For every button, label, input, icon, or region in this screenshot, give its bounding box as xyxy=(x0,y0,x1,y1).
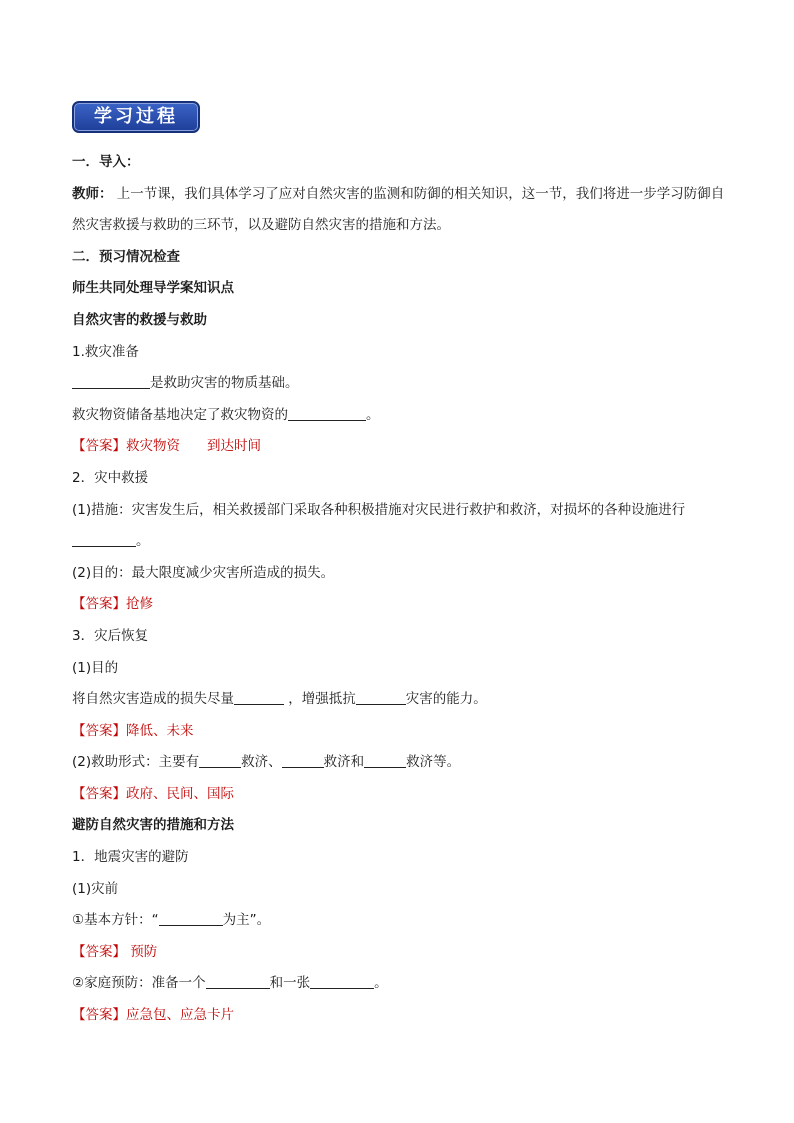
quake-sub-1: (1)灾前 xyxy=(72,880,119,897)
question-text: (2)救助形式：主要有 xyxy=(72,754,200,771)
question-text: ②家庭预防：准备一个 xyxy=(72,975,206,992)
item-2-question-2: (2)目的：最大限度减少灾害所造成的损失。 xyxy=(72,564,335,581)
question-text: 救济等。 xyxy=(406,754,461,771)
fill-blank[interactable] xyxy=(206,974,270,989)
rescue-heading: 自然灾害的救援与救助 xyxy=(72,311,207,328)
item-1-question-2 xyxy=(72,400,732,432)
question-text: ①基本方针：“ xyxy=(72,912,159,929)
question-text: 救济和 xyxy=(323,754,365,771)
question-text: 将自然灾害造成的损失尽量 xyxy=(72,691,234,708)
item-3-sub-1: (1)目的 xyxy=(72,659,119,676)
question-text: 和一张 xyxy=(269,975,311,992)
fill-blank[interactable] xyxy=(364,753,406,768)
answer-2: 【答案】抢修 xyxy=(72,596,153,613)
fill-blank[interactable] xyxy=(288,406,366,421)
teacher-text: 上一节课，我们具体学习了应对自然灾害的监测和防御的相关知识，这一节，我们将进一步学习防御自然灾害救援与救助的三环节，以及避防自然灾害的措施和方法。 xyxy=(72,185,725,234)
item-3-title: 3．灾后恢复 xyxy=(72,627,149,644)
question-text: 。 xyxy=(136,533,150,550)
section-banner: 学习过程 xyxy=(72,101,200,133)
avoidance-heading: 避防自然灾害的措施和方法 xyxy=(72,817,234,834)
answer-3a: 【答案】降低、未来 xyxy=(72,722,194,739)
fill-blank[interactable] xyxy=(234,690,284,705)
question-text: (1)措施：灾害发生后，相关救援部门采取各种积极措施对灾民进行救护和救济，对损坏的各种设施进行 xyxy=(72,501,686,518)
section-intro-heading: 一．导入： xyxy=(72,154,140,170)
item-1-title: 1.救灾准备 xyxy=(72,343,139,360)
item-2-question-1 xyxy=(72,495,732,558)
answer-1: 【答案】救灾物资 到达时间 xyxy=(72,438,261,455)
quake-title: 1．地震灾害的避防 xyxy=(72,849,189,866)
item-3-question-1 xyxy=(72,684,732,716)
section-preview-heading: 二．预习情况检查 xyxy=(72,248,180,265)
question-text: 为主”。 xyxy=(222,912,271,929)
fill-blank[interactable] xyxy=(72,374,150,389)
question-text: 救济、 xyxy=(241,754,282,771)
teacher-paragraph xyxy=(72,179,732,242)
fill-blank[interactable] xyxy=(72,532,136,547)
answer-3b: 【答案】政府、民间、国际 xyxy=(72,785,234,802)
question-text: 。 xyxy=(374,975,388,992)
question-text: 救灾物资储备基地决定了救灾物资的 xyxy=(72,406,288,423)
question-text: ，增强抵抗 xyxy=(284,691,356,708)
fill-blank[interactable] xyxy=(159,911,223,926)
fill-blank[interactable] xyxy=(282,753,324,768)
answer-5: 【答案】应急包、应急卡片 xyxy=(72,1007,234,1024)
knowledge-heading: 师生共同处理导学案知识点 xyxy=(72,280,234,297)
question-text: 灾害的能力。 xyxy=(405,691,487,708)
fill-blank[interactable] xyxy=(356,690,406,705)
quake-question-1 xyxy=(72,905,732,937)
question-text: 是救助灾害的物质基础。 xyxy=(150,375,299,392)
teacher-label: 教师： xyxy=(72,185,113,202)
item-2-title: 2．灾中救援 xyxy=(72,469,149,486)
question-text: 。 xyxy=(366,406,380,423)
answer-4: 【答案】 预防 xyxy=(72,943,158,960)
fill-blank[interactable] xyxy=(199,753,241,768)
item-3-question-2 xyxy=(72,747,732,779)
item-1-question-1 xyxy=(72,368,732,400)
fill-blank[interactable] xyxy=(310,974,374,989)
document-page xyxy=(72,101,732,1032)
quake-question-2 xyxy=(72,968,732,1000)
